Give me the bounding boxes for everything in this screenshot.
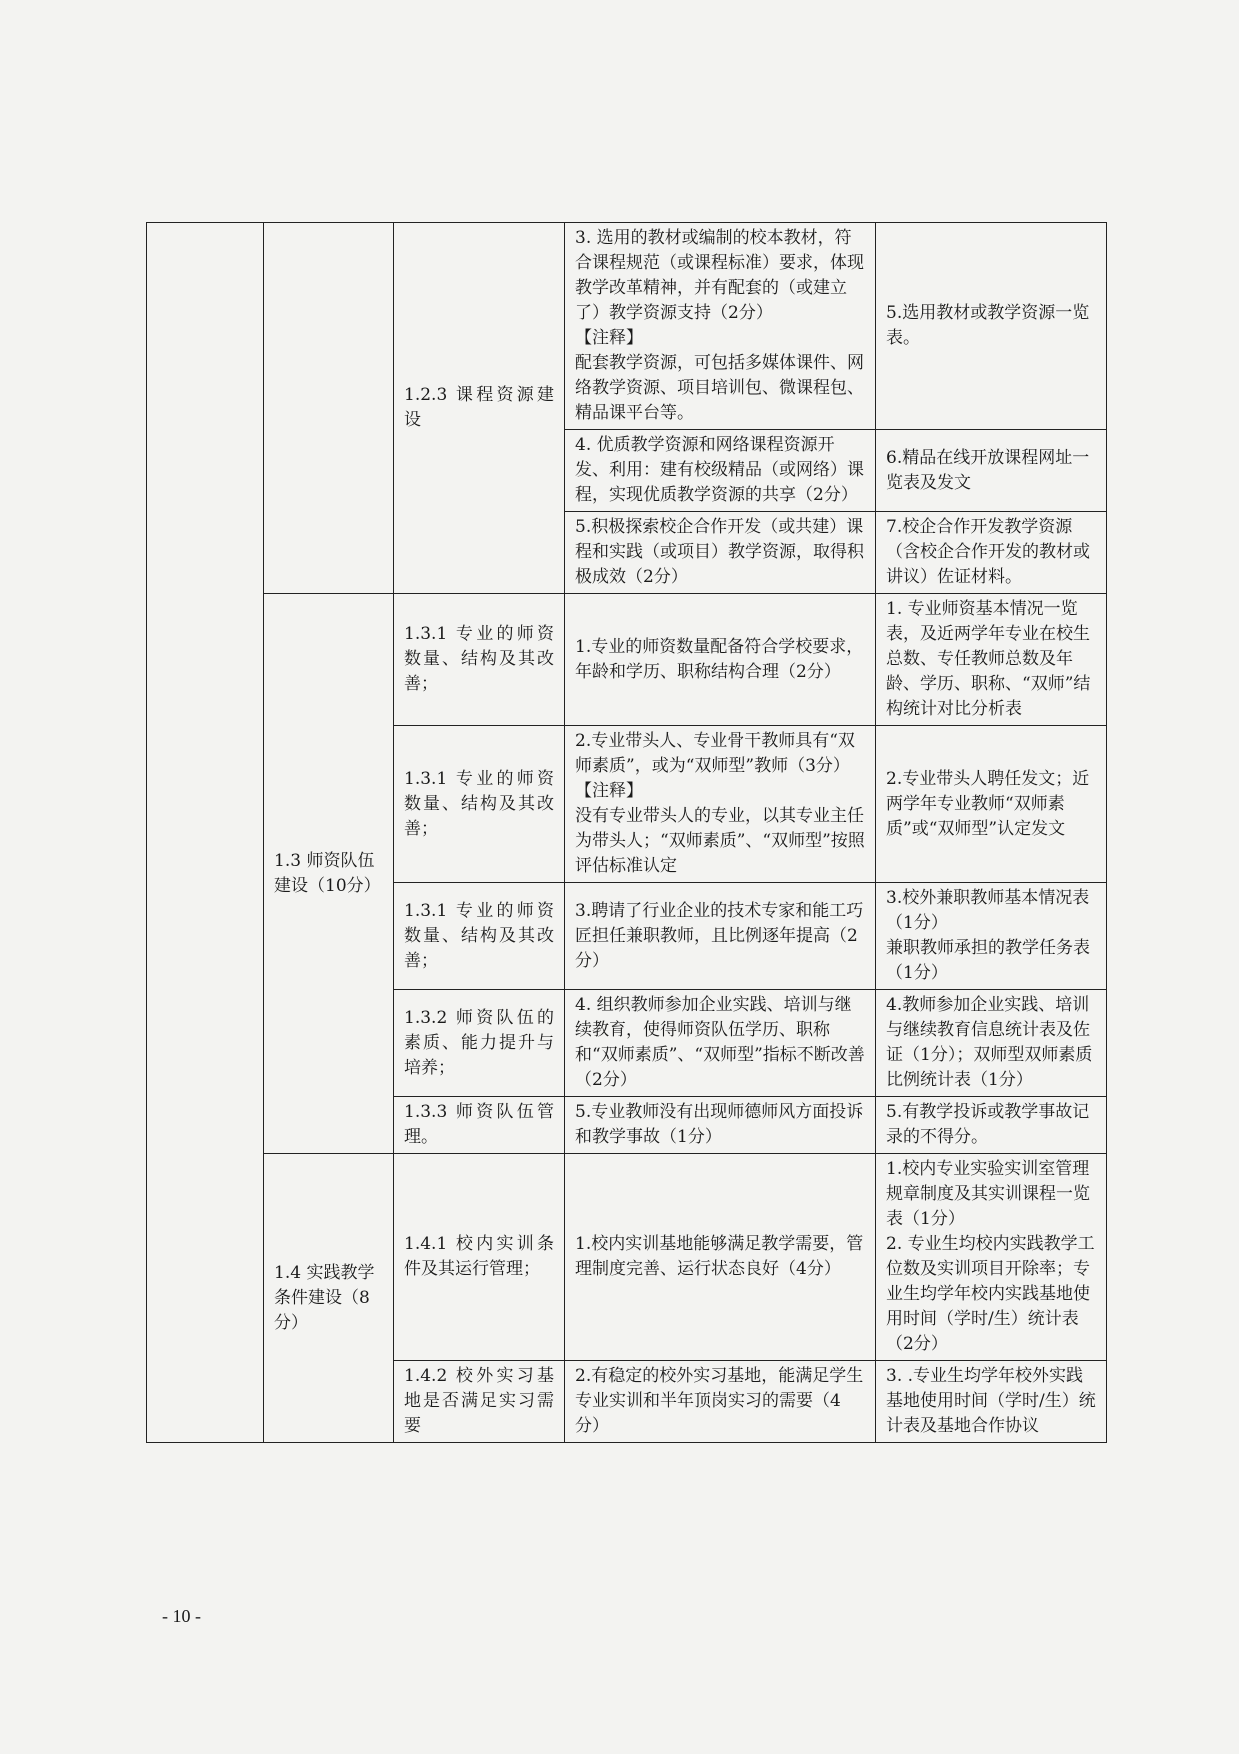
standard-text: 1.专业的师资数量配备符合学校要求，年龄和学历、职称结构合理（2分） [575, 636, 864, 682]
evidence-cell [876, 1154, 1107, 1361]
table-row [147, 594, 1107, 726]
standard-cell [565, 1154, 876, 1361]
indicator-cell [394, 883, 565, 990]
indicator-text: 1.3.2 师资队伍的素质、能力提升与培养； [404, 1007, 554, 1078]
evidence-cell [876, 1361, 1107, 1443]
standard-cell [565, 1361, 876, 1443]
evaluation-table [146, 222, 1107, 1443]
indicator-text: 1.2.3 课程资源建设 [404, 385, 554, 430]
evidence-cell [876, 883, 1107, 990]
indicator-cell [394, 1097, 565, 1154]
evidence-text: 2.专业带头人聘任发文；近两学年专业教师“双师素质”或“双师型”认定发文 [886, 768, 1090, 839]
standard-cell [565, 430, 876, 512]
indicator-cell [394, 726, 565, 883]
section-cell [264, 594, 394, 1154]
evidence-text: 6.精品在线开放课程网址一览表及发文 [886, 447, 1090, 493]
standard-text: 5.专业教师没有出现师德师风方面投诉和教学事故（1分） [575, 1102, 864, 1147]
standard-text: 2.专业带头人、专业骨干教师具有“双师素质”，或为“双师型”教师（3分） [575, 731, 855, 776]
standard-cell [565, 726, 876, 883]
note-text: 没有专业带头人的专业，以其专业主任为带头人；“双师素质”、“双师型”按照评估标准认定 [575, 806, 865, 876]
standard-text: 5.积极探索校企合作开发（或共建）课程和实践（或项目）教学资源，取得积极成效（2分） [575, 517, 864, 587]
section-cell [264, 1154, 394, 1443]
indicator-cell [394, 1154, 565, 1361]
indicator-text: 1.4.1 校内实训条件及其运行管理； [404, 1234, 554, 1279]
indicator-text: 1.3.1 专业的师资数量、结构及其改善； [404, 768, 554, 839]
indicator-text: 1.3.1 专业的师资数量、结构及其改善； [404, 624, 554, 694]
evidence-cell [876, 1097, 1107, 1154]
section-text: 1.3 师资队伍建设（10分） [274, 850, 381, 896]
indicator-text: 1.3.1 专业的师资数量、结构及其改善； [404, 900, 554, 971]
evidence-text: 3. .专业生均学年校外实践基地使用时间（学时/生）统计表及基地合作协议 [886, 1366, 1096, 1436]
evidence-cell [876, 223, 1107, 430]
indicator-text: 1.4.2 校外实习基地是否满足实习需要 [404, 1366, 554, 1436]
evidence-cell [876, 726, 1107, 883]
evidence-text: 7.校企合作开发教学资源（含校企合作开发的教材或讲议）佐证材料。 [886, 517, 1090, 587]
evidence-text: 1. 专业师资基本情况一览表，及近两学年专业在校生总数、专任教师总数及年龄、学历、职称、“双师”结构统计对比分析表 [886, 599, 1091, 719]
indicator-cell [394, 1361, 565, 1443]
evidence-text: 1.校内专业实验实训室管理规章制度及其实训课程一览表（1分） [886, 1159, 1090, 1229]
evidence-cell [876, 990, 1107, 1097]
standard-cell [565, 223, 876, 430]
section-cell [264, 223, 394, 594]
indicator-cell [394, 594, 565, 726]
standard-cell [565, 594, 876, 726]
evidence-text: 4.教师参加企业实践、培训与继续教育信息统计表及佐证（1分）；双师型双师素质比例统计表（1分） [886, 995, 1093, 1090]
evidence-text: 5.有教学投诉或教学事故记录的不得分。 [886, 1102, 1090, 1147]
indicator-cell [394, 990, 565, 1097]
evidence-text: 2. 专业生均校内实践教学工位数及实训项目开除率；专业生均学年校内实践基地使用时间（学时/生）统计表 （2分） [886, 1234, 1095, 1354]
standard-cell [565, 1097, 876, 1154]
standard-text: 3.聘请了行业企业的技术专家和能工巧匠担任兼职教师，且比例逐年提高（2分） [575, 900, 864, 971]
standard-text: 2.有稳定的校外实习基地，能满足学生专业实训和半年顶岗实习的需要（4分） [575, 1366, 864, 1436]
evidence-cell [876, 430, 1107, 512]
evidence-cell [876, 594, 1107, 726]
evidence-cell [876, 512, 1107, 594]
standard-text: 1.校内实训基地能够满足教学需要，管理制度完善、运行状态良好（4分） [575, 1234, 864, 1279]
level1-cell [147, 223, 264, 1443]
note-heading: 【注释】 [575, 328, 643, 348]
table-row [147, 1154, 1107, 1361]
table-row [147, 223, 1107, 430]
page-number: - 10 - [162, 1606, 201, 1626]
section-text: 1.4 实践教学条件建设（8分） [274, 1262, 375, 1333]
standard-text: 3. 选用的教材或编制的校本教材，符合课程规范（或课程标准）要求，体现教学改革精神，并有配套的（或建立了）教学资源支持（2分） [575, 228, 864, 323]
indicator-cell [394, 223, 565, 594]
note-heading: 【注释】 [575, 781, 643, 801]
standard-text: 4. 优质教学资源和网络课程资源开发、利用：建有校级精品（或网络）课程，实现优质教学资源的共享（2分） [575, 435, 864, 505]
standard-cell [565, 512, 876, 594]
evidence-text: 5.选用教材或教学资源一览表。 [886, 303, 1090, 348]
standard-text: 4. 组织教师参加企业实践、培训与继续教育，使得师资队伍学历、职称和“双师素质”、“双师型”指标不断改善（2分） [575, 995, 865, 1090]
standard-cell [565, 990, 876, 1097]
standard-cell [565, 883, 876, 990]
note-text: 配套教学资源，可包括多媒体课件、网络教学资源、项目培训包、微课程包、精品课平台等。 [575, 353, 864, 423]
indicator-text: 1.3.3 师资队伍管理。 [404, 1102, 554, 1147]
evidence-text: 兼职教师承担的教学任务表（1分） [886, 938, 1090, 983]
evidence-text: 3.校外兼职教师基本情况表（1分） [886, 888, 1090, 933]
